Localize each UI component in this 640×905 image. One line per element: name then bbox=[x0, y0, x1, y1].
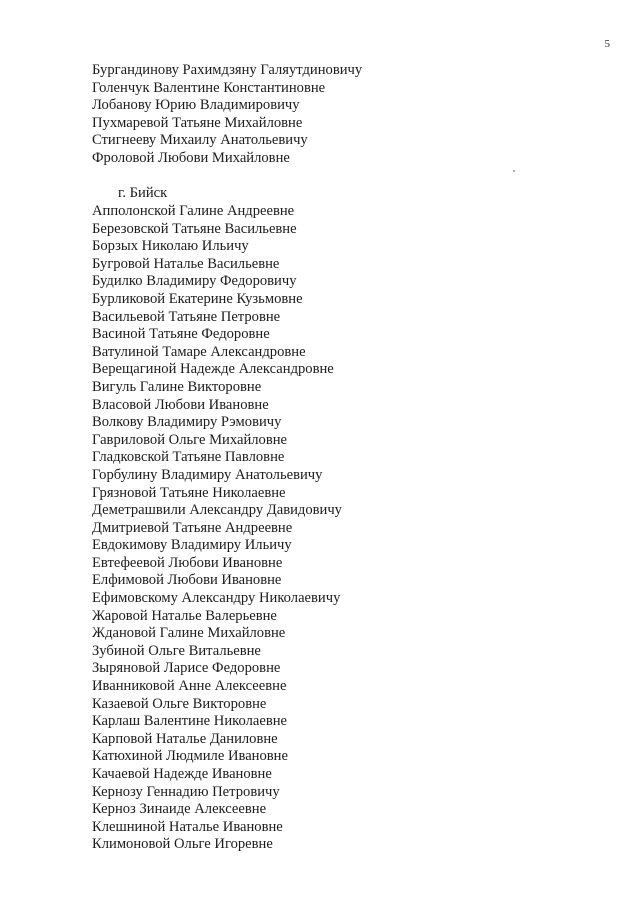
recipient-name: Жаровой Наталье Валерьевне bbox=[92, 607, 277, 624]
recipient-name: Качаевой Надежде Ивановне bbox=[92, 766, 272, 782]
recipient-name: Апполонской Галине Андреевне bbox=[92, 203, 295, 219]
recipient-name: Климоновой Ольге Игоревне bbox=[92, 836, 273, 853]
recipient-name: Бургандинову Рахимдзяну Галяутдиновичу bbox=[92, 62, 363, 78]
recipient-name: Пухмаревой Татьяне Михайловне bbox=[92, 114, 303, 131]
recipient-name: Борзых Николаю Ильичу bbox=[92, 238, 249, 255]
recipient-name: Власовой Любови Ивановне bbox=[92, 396, 269, 413]
recipient-name: Гавриловой Ольге Михайловне bbox=[92, 431, 288, 448]
recipient-name: Грязновой Татьяне Николаевне bbox=[92, 484, 286, 501]
recipient-name: Зыряновой Ларисе Федоровне bbox=[92, 660, 281, 677]
recipient-name: Карповой Наталье Даниловне bbox=[92, 730, 278, 747]
scan-speck bbox=[513, 170, 515, 172]
recipient-name: Карлаш Валентине Николаевне bbox=[92, 713, 288, 730]
recipient-name: Стигнееву Михаилу Анатольевичу bbox=[92, 132, 308, 149]
recipient-name: Васильевой Татьяне Петровне bbox=[92, 308, 281, 325]
recipient-name: Ефимовскому Александру Николаевичу bbox=[92, 590, 341, 607]
recipient-name: Вигуль Галине Викторовне bbox=[92, 378, 262, 395]
recipient-name: Волкову Владимиру Рэмовичу bbox=[92, 414, 282, 431]
recipient-name: Клешниной Наталье Ивановне bbox=[92, 818, 283, 835]
recipient-name: Елфимовой Любови Ивановне bbox=[92, 572, 282, 589]
recipient-name: Верещагиной Надежде Александровне bbox=[92, 361, 334, 378]
city-heading: г. Бийск bbox=[118, 185, 168, 201]
recipient-name: Бугровой Наталье Васильевне bbox=[92, 255, 280, 272]
recipient-name: Керноз Зинаиде Алексеевне bbox=[92, 801, 267, 818]
recipient-name: Гладковской Татьяне Павловне bbox=[92, 449, 285, 466]
recipient-name: Бурликовой Екатерине Кузьмовне bbox=[92, 290, 303, 307]
recipient-name: Ждановой Галине Михайловне bbox=[92, 625, 286, 642]
recipient-name: Зубиной Ольге Витальевне bbox=[92, 642, 261, 659]
recipient-name: Лобанову Юрию Владимировичу bbox=[92, 97, 300, 114]
recipient-name: Васиной Татьяне Федоровне bbox=[92, 326, 270, 343]
recipient-name: Иванниковой Анне Алексеевне bbox=[92, 678, 287, 695]
recipient-list-top bbox=[92, 62, 362, 168]
recipient-name: Горбулину Владимиру Анатольевичу bbox=[92, 466, 323, 483]
recipient-name: Катюхиной Людмиле Ивановне bbox=[92, 748, 288, 765]
recipient-name: Будилко Владимиру Федоровичу bbox=[92, 273, 297, 290]
recipient-name: Березовской Татьяне Васильевне bbox=[92, 220, 297, 237]
recipient-name: Голенчук Валентине Константиновне bbox=[92, 79, 326, 96]
recipient-name: Фроловой Любови Михайловне bbox=[92, 149, 290, 166]
recipient-name: Казаевой Ольге Викторовне bbox=[92, 695, 267, 712]
recipient-list-biysk bbox=[92, 203, 342, 854]
recipient-name: Деметрашвили Александру Давидовичу bbox=[92, 502, 342, 519]
page-number: 5 bbox=[604, 38, 610, 50]
recipient-name: Евтефеевой Любови Ивановне bbox=[92, 554, 283, 571]
recipient-name: Дмитриевой Татьяне Андреевне bbox=[92, 519, 293, 536]
recipient-name: Ватулиной Тамаре Александровне bbox=[92, 343, 306, 360]
recipient-name: Евдокимову Владимиру Ильичу bbox=[92, 537, 292, 554]
recipient-name: Кернозу Геннадию Петровичу bbox=[92, 783, 280, 800]
